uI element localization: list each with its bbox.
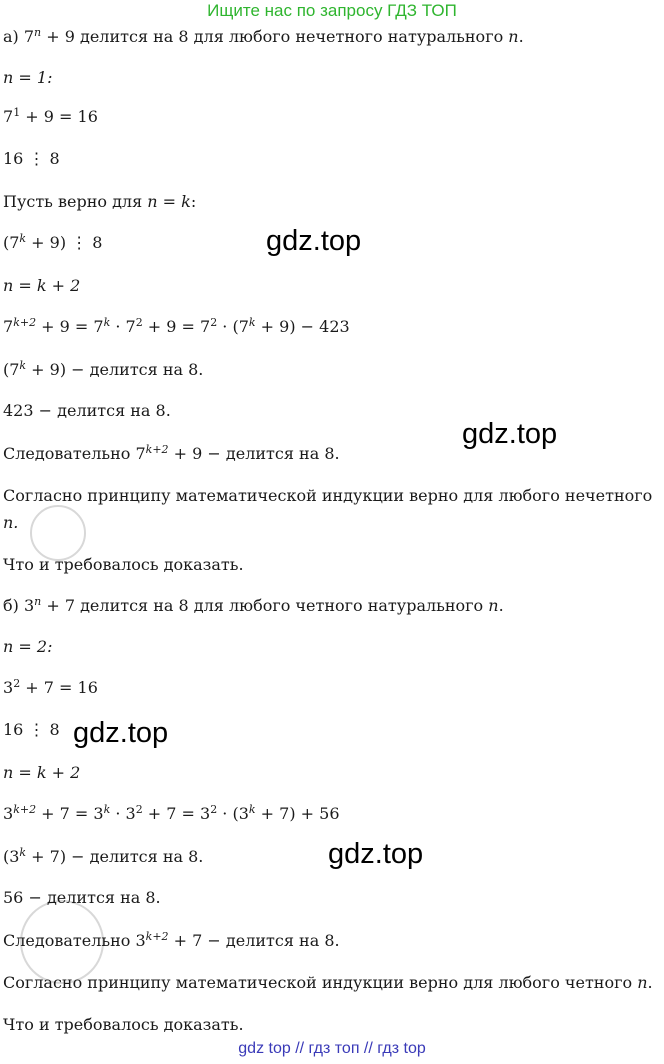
step-label: n = k + 2 <box>3 276 81 295</box>
divisible-claim: $(3^k + 7)$ − делится на 8. <box>3 846 204 866</box>
problem-a-statement: а) $7^n + 9$ делится на 8 для любого нечетного натурального n. <box>3 26 524 46</box>
step-label: n = k + 2 <box>3 763 81 782</box>
qed-line: Что и требовалось доказать. <box>3 555 244 574</box>
divisibility-line: 16 ⋮ 8 <box>3 149 60 168</box>
step-transformation: $7^{k+2} + 9 = 7^k \cdot 7^2 + 9 = 7^2 \cdot (7^k + 9) - 423$ <box>3 316 350 336</box>
gdz-watermark: gdz.top <box>266 225 362 257</box>
induction-principle-line: Согласно принципу математической индукции верно для любого нечетного <box>3 486 653 505</box>
problem-b-statement: б) $3^n + 7$ делится на 8 для любого четного натурального n. <box>3 595 504 615</box>
site-header-banner: Ищите нас по запросу ГДЗ ТОП <box>207 1 457 20</box>
copyright-seal-graphic <box>30 505 86 561</box>
induction-principle-var: n. <box>3 513 19 532</box>
divisible-claim: 423 − делится на 8. <box>3 401 171 420</box>
step-transformation: $3^{k+2} + 7 = 3^k \cdot 3^2 + 7 = 3^2 \cdot (3^k + 7) + 56$ <box>3 803 340 823</box>
induction-principle-line: Согласно принципу математической индукции верно для любого четного n. <box>3 973 653 992</box>
conclusion-line: Следовательно $3^{k+2} + 7$ − делится на 8. <box>3 930 340 950</box>
base-case-label: n = 2: <box>3 637 53 656</box>
site-footer-links[interactable]: gdz top // гдз топ // гдз top <box>238 1040 426 1057</box>
hypothesis-line: Пусть верно для n = k: <box>3 192 197 211</box>
gdz-watermark: gdz.top <box>462 418 558 450</box>
divisible-claim: 56 − делится на 8. <box>3 888 161 907</box>
divisible-claim: $(7^k + 9)$ − делится на 8. <box>3 359 204 379</box>
gdz-watermark: gdz.top <box>328 838 424 870</box>
base-case-equation: $7^1 + 9 = 16$ <box>3 106 98 126</box>
base-case-label: n = 1: <box>3 68 53 87</box>
hypothesis-expression: $(7^k + 9)$ ⋮ 8 <box>3 232 103 252</box>
conclusion-line: Следовательно $7^{k+2} + 9$ − делится на 8. <box>3 443 340 463</box>
base-case-equation: $3^2 + 7 = 16$ <box>3 677 98 697</box>
qed-line: Что и требовалось доказать. <box>3 1015 244 1034</box>
gdz-watermark: gdz.top <box>73 717 169 749</box>
divisibility-line: 16 ⋮ 8 <box>3 720 60 739</box>
